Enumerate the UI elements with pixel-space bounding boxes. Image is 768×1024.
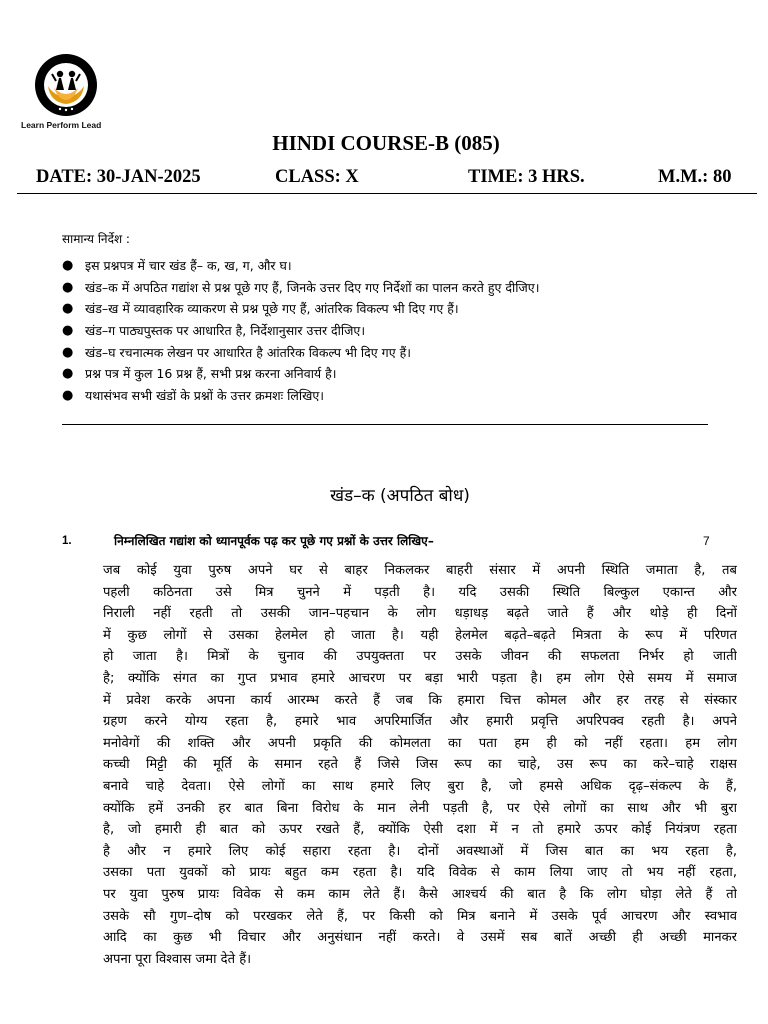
exam-class: CLASS: X bbox=[275, 167, 359, 187]
passage-line: ग्रहण करने योग्य रहता है, हमारे भाव अपरिमार्जित और हमारी प्रवृत्ति अपरिपक्व रहती है। अपने bbox=[103, 714, 737, 730]
instructions-heading: सामान्य निर्देश : bbox=[62, 232, 130, 246]
question-number: 1. bbox=[62, 535, 72, 547]
instructions-divider bbox=[62, 424, 708, 425]
question-text: निम्नलिखित गद्यांश को ध्यानपूर्वक पढ़ कर पूछे गए प्रश्नों के उत्तर लिखिए– bbox=[114, 534, 434, 548]
instruction-text: यथासंभव सभी खंडों के प्रश्नों के उत्तर क्रमशः लिखिए। bbox=[85, 387, 324, 403]
bullet-icon: ● bbox=[62, 258, 74, 274]
passage-line: पर युवा पुरुष प्रायः विवेक से कम काम लेते हैं। कैसे आश्चर्य की बात है कि लोग घोड़ा लेते हैं तो bbox=[103, 886, 737, 902]
bullet-icon: ● bbox=[62, 323, 74, 339]
bullet-icon: ● bbox=[62, 344, 74, 360]
instructions-list bbox=[62, 255, 539, 406]
instruction-text: खंड–ख में व्यावहारिक व्याकरण से प्रश्न पूछे गए हैं, आंतरिक विकल्प भी दिए गए हैं। bbox=[85, 301, 459, 317]
instruction-text: खंड–क में अपठित गद्यांश से प्रश्न पूछे गए हैं, जिनके उत्तर दिए गए निर्देशों का पालन करते हुए दीजिए। bbox=[85, 279, 540, 295]
passage-line: है, जो हमारी ही बात को ऊपर रखते हैं, क्योंकि ऐसी दशा में न तो हमारे ऊपर कोई नियंत्रण रहता bbox=[103, 822, 737, 838]
bullet-icon: ● bbox=[62, 301, 74, 317]
passage-line: है और न हमारे लिए कोई सहारा रहता है। दोनों अवस्थाओं में जिस बात का भय रहता है, bbox=[103, 843, 737, 859]
instruction-item bbox=[62, 363, 539, 385]
passage-line: क्योंकि हमें उनकी हर बात बिना विरोध के मान लेनी पड़ती है, पर ऐसे लोगों का साथ और भी बुरा bbox=[103, 800, 737, 816]
instruction-item bbox=[62, 298, 539, 320]
instruction-text: खंड–ग पाठ्यपुस्तक पर आधारित है, निर्देशानुसार उत्तर दीजिए। bbox=[85, 323, 366, 339]
passage-line: अपना पूरा विश्वास जमा देते हैं। bbox=[103, 951, 252, 967]
section-heading: खंड–क (अपठित बोध) bbox=[330, 486, 470, 506]
instruction-item bbox=[62, 385, 539, 407]
passage-line: आदि का कुछ भी विचार और अनुसंधान नहीं करते। वे उसमें सब बातें अच्छी ही अच्छी मानकर bbox=[103, 930, 737, 946]
passage-line: हो जाता है। मित्रों के चुनाव की उपयुक्तता पर उसके जीवन की सफलता निर्भर हो जाती bbox=[103, 649, 737, 665]
passage-line: बनावे चाहे देवता। ऐसे लोगों का साथ हमारे लिए बुरा है, जो हमसे अधिक दृढ़–संकल्प के हैं, bbox=[103, 778, 737, 794]
passage-line: उसका पता युवकों को प्रायः बहुत कम रहता है। यदि विवेक से काम लिया जाए तो भय नहीं रहता, bbox=[103, 865, 737, 881]
passage-line: है; क्योंकि संगत का गुप्त प्रभाव हमारे आचरण पर बड़ा भारी पड़ता है। हम लोग ऐसे समय में समाज bbox=[103, 670, 737, 686]
instruction-text: खंड–घ रचनात्मक लेखन पर आधारित है आंतरिक विकल्प भी दिए गए हैं। bbox=[85, 344, 411, 360]
bullet-icon: ● bbox=[62, 387, 74, 403]
paper-title: HINDI COURSE-B (085) bbox=[272, 131, 500, 155]
instruction-text: प्रश्न पत्र में कुल 16 प्रश्न हैं, सभी प्रश्न करना अनिवार्य है। bbox=[85, 366, 337, 382]
passage-line: उसके सौ गुण–दोष को परखकर लेते हैं, पर किसी को मित्र बनाने में उसके पूर्व आचरण और स्वभाव bbox=[103, 908, 737, 924]
instruction-text: इस प्रश्नपत्र में चार खंड हैं– क, ख, ग, और घ। bbox=[85, 258, 292, 274]
question-marks: 7 bbox=[703, 534, 710, 548]
exam-time: TIME: 3 HRS. bbox=[468, 167, 585, 187]
passage-line: में प्रवेश करके अपना कार्य आरम्भ करते हैं जब कि हमारा चित्त कोमल और हर तरह से संस्कार bbox=[103, 692, 737, 708]
bullet-icon: ● bbox=[62, 279, 74, 295]
instruction-item bbox=[62, 277, 539, 299]
school-logo-icon bbox=[26, 52, 106, 118]
instruction-item bbox=[62, 341, 539, 363]
instruction-item bbox=[62, 255, 539, 277]
passage-line: मनोवेगों की शक्ति और अपनी प्रकृति की कोमलता का पता हम ही को नहीं रहता। हम लोग bbox=[103, 735, 737, 751]
instruction-item bbox=[62, 320, 539, 342]
passage-line: कच्ची मिट्टी की मूर्ति के समान रहते हैं जिसे जिस रूप का चाहे, उस रूप का करे–चाहे राक्षस bbox=[103, 757, 737, 773]
max-marks: M.M.: 80 bbox=[658, 167, 732, 187]
passage-line: पहली कठिनता उसे मित्र चुनने में पड़ती है। यदि उसकी स्थिति बिल्कुल एकान्त और bbox=[103, 584, 737, 600]
passage-line: निराली नहीं रहती तो उसकी जान–पहचान के लोग धड़ाधड़ बढ़ते जाते हैं और थोड़े ही दिनों bbox=[103, 606, 737, 622]
passage bbox=[103, 560, 737, 970]
school-tagline: Learn Perform Lead bbox=[21, 120, 102, 130]
passage-line: में कुछ लोगों से उसका हेलमेल हो जाता है। यही हेलमेल बढ़ते–बढ़ते मित्रता के रूप में परिणत bbox=[103, 627, 737, 643]
exam-date: DATE: 30-JAN-2025 bbox=[36, 167, 201, 187]
header-divider bbox=[17, 193, 757, 194]
passage-line: जब कोई युवा पुरुष अपने घर से बाहर निकलकर बाहरी संसार में अपनी स्थिति जमाता है, तब bbox=[103, 563, 737, 578]
bullet-icon: ● bbox=[62, 366, 74, 382]
